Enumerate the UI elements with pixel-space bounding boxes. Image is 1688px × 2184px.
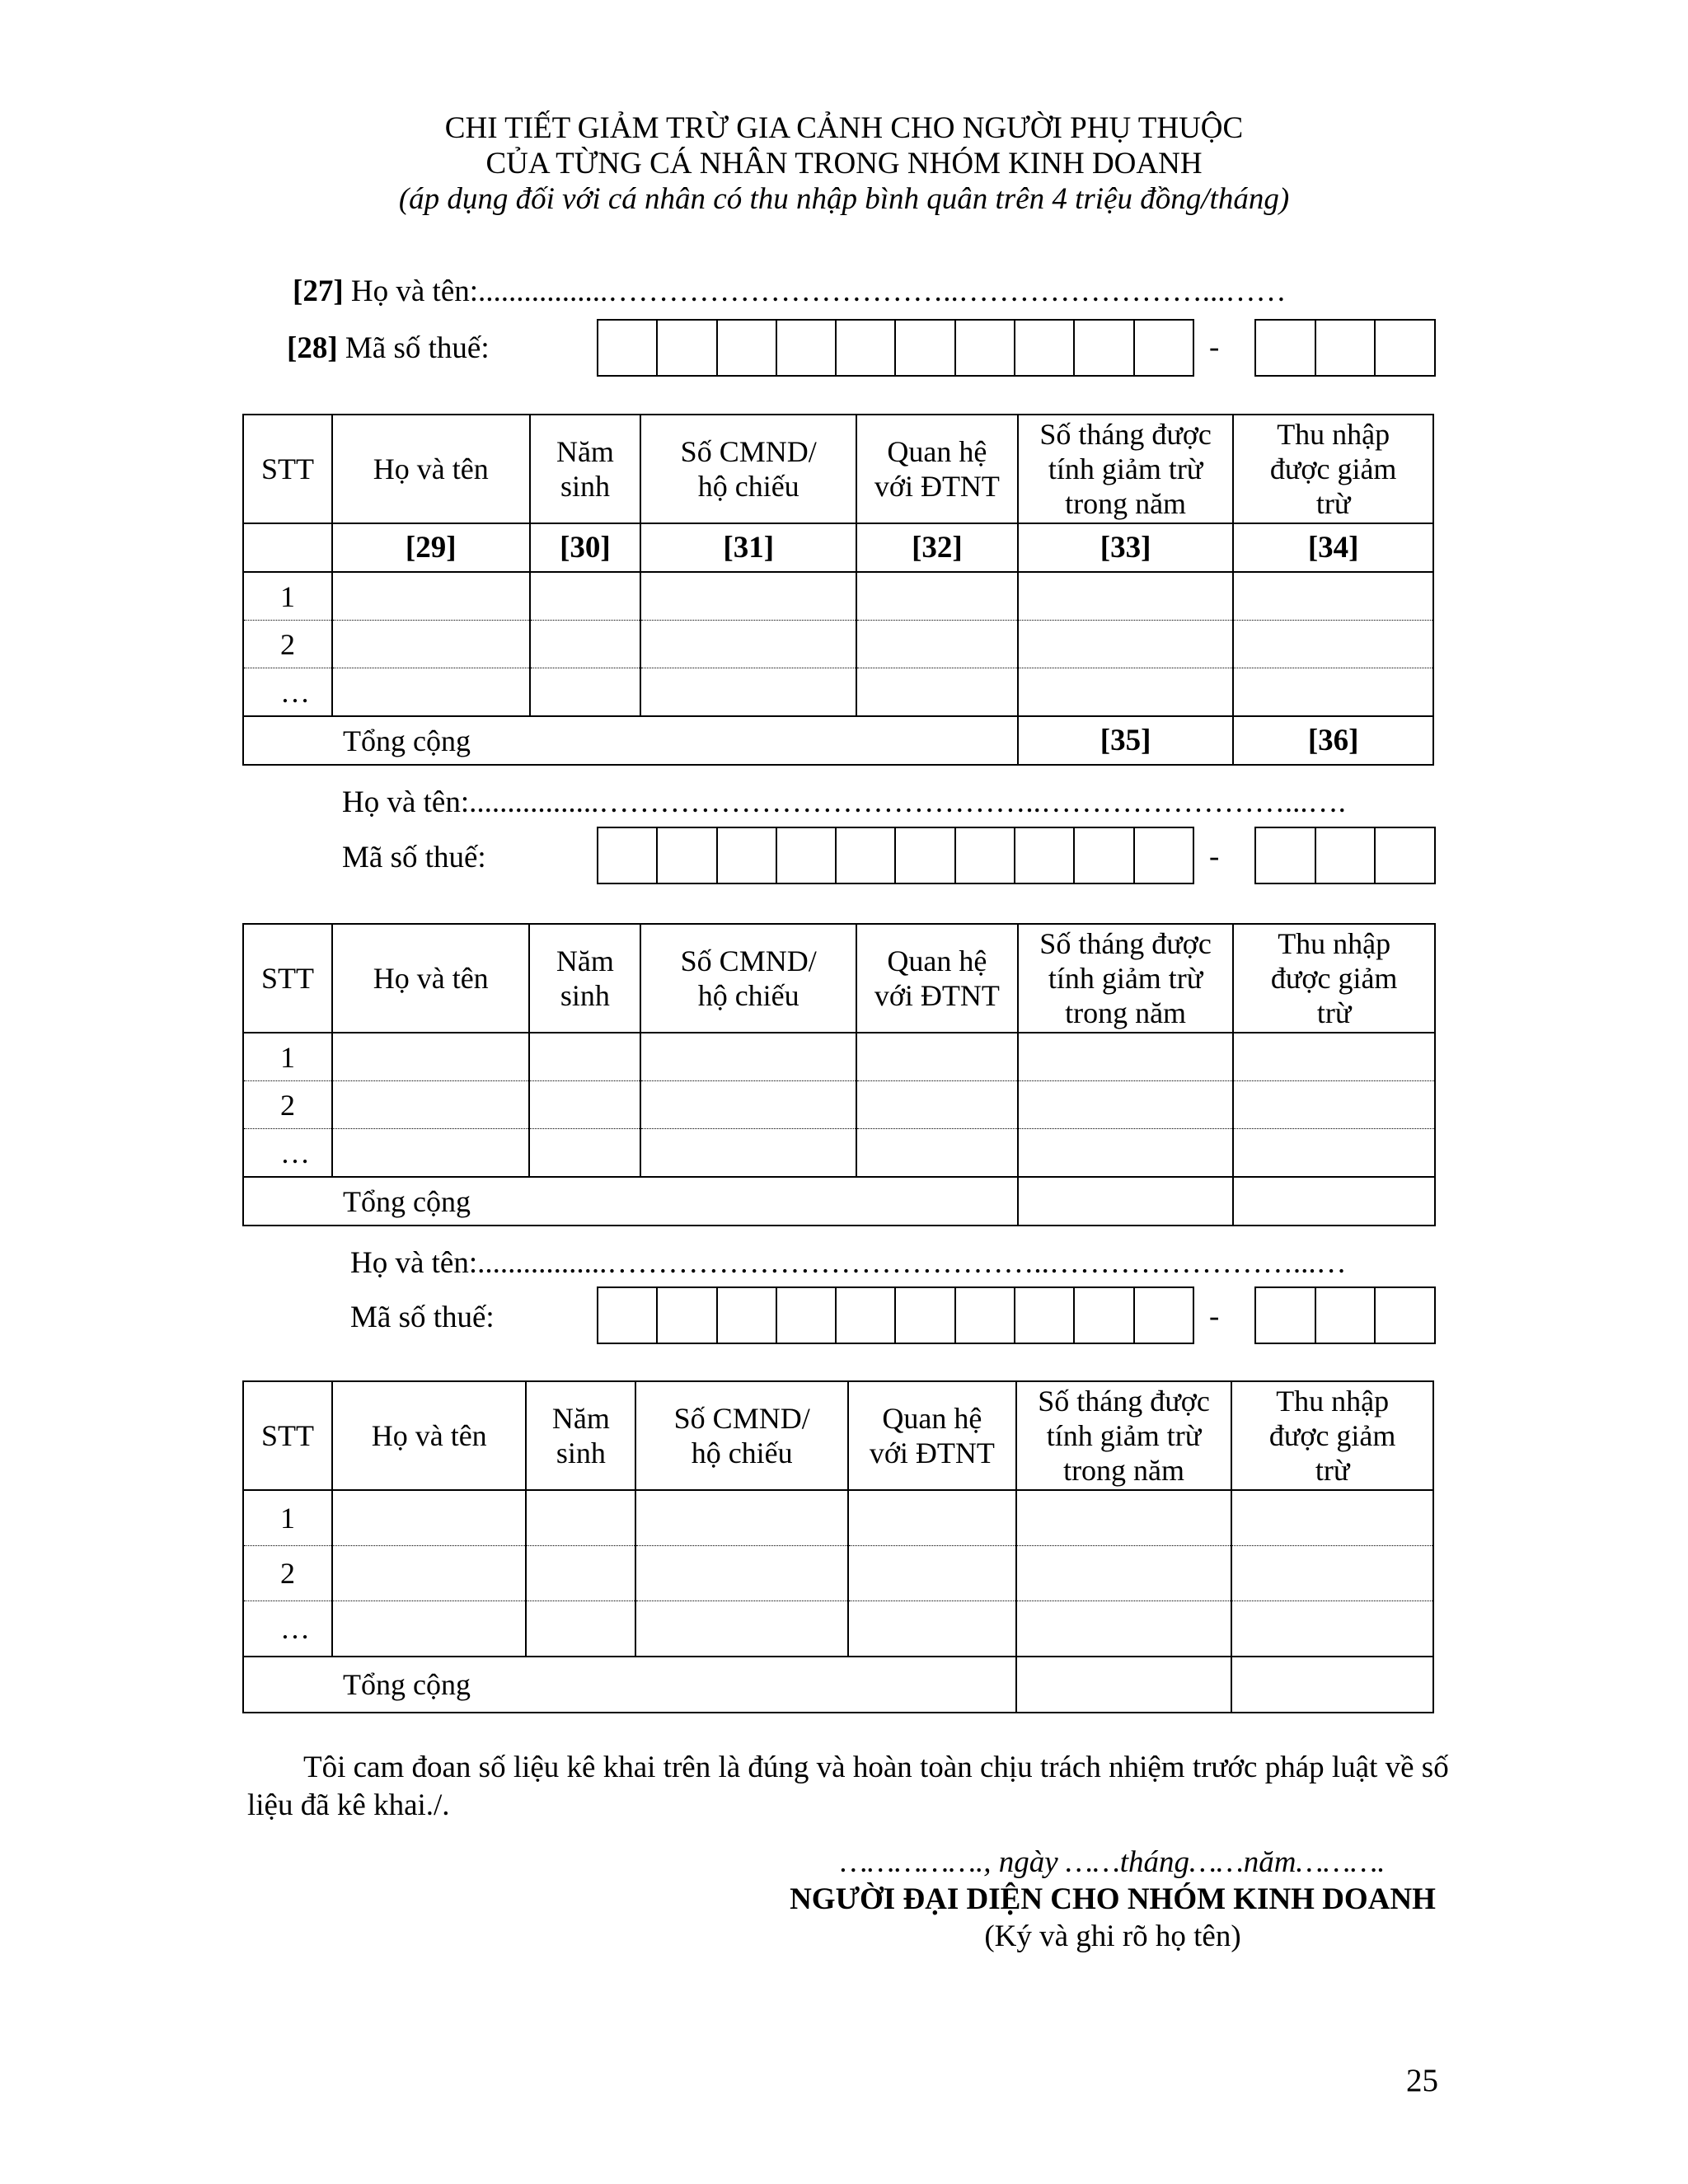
table-row	[243, 621, 1433, 668]
dependents-table-1	[242, 414, 1434, 766]
header-stt: STT	[243, 1381, 332, 1490]
tax-code-boxes-3[interactable]	[597, 1286, 1194, 1344]
row-number: 2	[243, 1081, 332, 1129]
header-stt: STT	[243, 924, 332, 1033]
name-field-1	[293, 274, 1287, 309]
table-row	[243, 1129, 1435, 1178]
header-relationship: Quan hệ với ĐTNT	[856, 415, 1018, 523]
name-label-3: Họ và tên:.................……………………………………..……………………...…	[350, 1246, 1347, 1280]
row-number: 1	[243, 1490, 332, 1546]
tax-dash-3: -	[1209, 1300, 1220, 1333]
tax-code-boxes-2[interactable]	[597, 827, 1194, 884]
tax-branch-boxes-3[interactable]	[1254, 1286, 1436, 1344]
table-row	[243, 668, 1433, 717]
tax-code-boxes-1[interactable]	[597, 319, 1194, 377]
total-row	[243, 716, 1433, 765]
table-row	[243, 1033, 1435, 1081]
header-name: Họ và tên	[332, 415, 530, 523]
header-income: Thu nhập được giảm trừ	[1233, 415, 1433, 523]
name-label-2: Họ và tên:.................……………………………………..……………………...….	[342, 785, 1346, 819]
field-code-32: [32]	[856, 523, 1018, 572]
table-row	[243, 1601, 1433, 1657]
header-months: Số tháng được tính giảm trừ trong năm	[1018, 415, 1234, 523]
signature-date-line: ……………., ngày ……tháng……năm……….	[840, 1845, 1386, 1879]
tax-label-3: Mã số thuế:	[350, 1301, 495, 1334]
field-code-36: [36]	[1233, 716, 1433, 765]
row-number: 1	[243, 1033, 332, 1081]
total-label: Tổng cộng	[243, 716, 1018, 765]
title-line-2: CỦA TỪNG CÁ NHÂN TRONG NHÓM KINH DOANH	[485, 147, 1203, 180]
table-row	[243, 1081, 1435, 1129]
header-income: Thu nhập được giảm trừ	[1233, 924, 1435, 1033]
row-number: …	[243, 1129, 332, 1178]
header-relationship: Quan hệ với ĐTNT	[848, 1381, 1016, 1490]
total-row	[243, 1177, 1435, 1226]
table-row	[243, 1490, 1433, 1546]
signature-title: NGƯỜI ĐẠI DIỆN CHO NHÓM KINH DOANH	[790, 1882, 1436, 1916]
name-label-1: Họ và tên:.................……………………………..……………………...……	[350, 274, 1287, 308]
table-row	[243, 572, 1433, 621]
row-number: 2	[243, 621, 332, 668]
header-birth-year: Năm sinh	[530, 415, 641, 523]
tax-label-1: Mã số thuế:	[345, 331, 490, 365]
table-row	[243, 1546, 1433, 1601]
row-number: …	[243, 1601, 332, 1657]
header-id-number: Số CMND/ hộ chiếu	[640, 415, 856, 523]
header-months: Số tháng được tính giảm trừ trong năm	[1018, 924, 1234, 1033]
tax-branch-boxes-1[interactable]	[1254, 319, 1436, 377]
field-code-28: [28]	[287, 331, 338, 365]
field-code-29: [29]	[332, 523, 530, 572]
header-birth-year: Năm sinh	[526, 1381, 635, 1490]
tax-dash-1: -	[1209, 330, 1220, 364]
total-label: Tổng cộng	[243, 1657, 1016, 1713]
field-code-34: [34]	[1233, 523, 1433, 572]
tax-field-1	[287, 330, 490, 366]
field-code-33: [33]	[1018, 523, 1234, 572]
field-code-30: [30]	[530, 523, 641, 572]
row-number: …	[243, 668, 332, 717]
header-id-number: Số CMND/ hộ chiếu	[635, 1381, 848, 1490]
page-number: 25	[1406, 2063, 1438, 2098]
total-row	[243, 1657, 1433, 1713]
header-id-number: Số CMND/ hộ chiếu	[640, 924, 856, 1033]
header-birth-year: Năm sinh	[529, 924, 640, 1033]
header-name: Họ và tên	[332, 924, 530, 1033]
header-months: Số tháng được tính giảm trừ trong năm	[1016, 1381, 1232, 1490]
certification-statement: Tôi cam đoan số liệu kê khai trên là đúng và hoàn toàn chịu trách nhiệm trước pháp luật về số liệu đã kê khai./.	[247, 1750, 1449, 1822]
row-number: 1	[243, 572, 332, 621]
tax-label-2: Mã số thuế:	[342, 841, 486, 874]
dependents-table-2	[242, 923, 1436, 1226]
tax-dash-2: -	[1209, 840, 1220, 874]
subtitle: (áp dụng đối với cá nhân có thu nhập bình quân trên 4 triệu đồng/tháng)	[398, 182, 1290, 216]
signature-note: (Ký và ghi rõ họ tên)	[984, 1919, 1241, 1953]
tax-branch-boxes-2[interactable]	[1254, 827, 1436, 884]
dependents-table-3	[242, 1380, 1434, 1713]
header-name: Họ và tên	[332, 1381, 527, 1490]
field-code-27: [27]	[293, 274, 344, 308]
field-code-35: [35]	[1018, 716, 1234, 765]
header-stt: STT	[243, 415, 332, 523]
header-relationship: Quan hệ với ĐTNT	[856, 924, 1018, 1033]
total-label: Tổng cộng	[243, 1177, 1018, 1226]
row-number: 2	[243, 1546, 332, 1601]
title-line-1: CHI TIẾT GIẢM TRỪ GIA CẢNH CHO NGƯỜI PHỤ THUỘC	[444, 111, 1244, 145]
header-income: Thu nhập được giảm trừ	[1231, 1381, 1433, 1490]
field-code-31: [31]	[640, 523, 856, 572]
